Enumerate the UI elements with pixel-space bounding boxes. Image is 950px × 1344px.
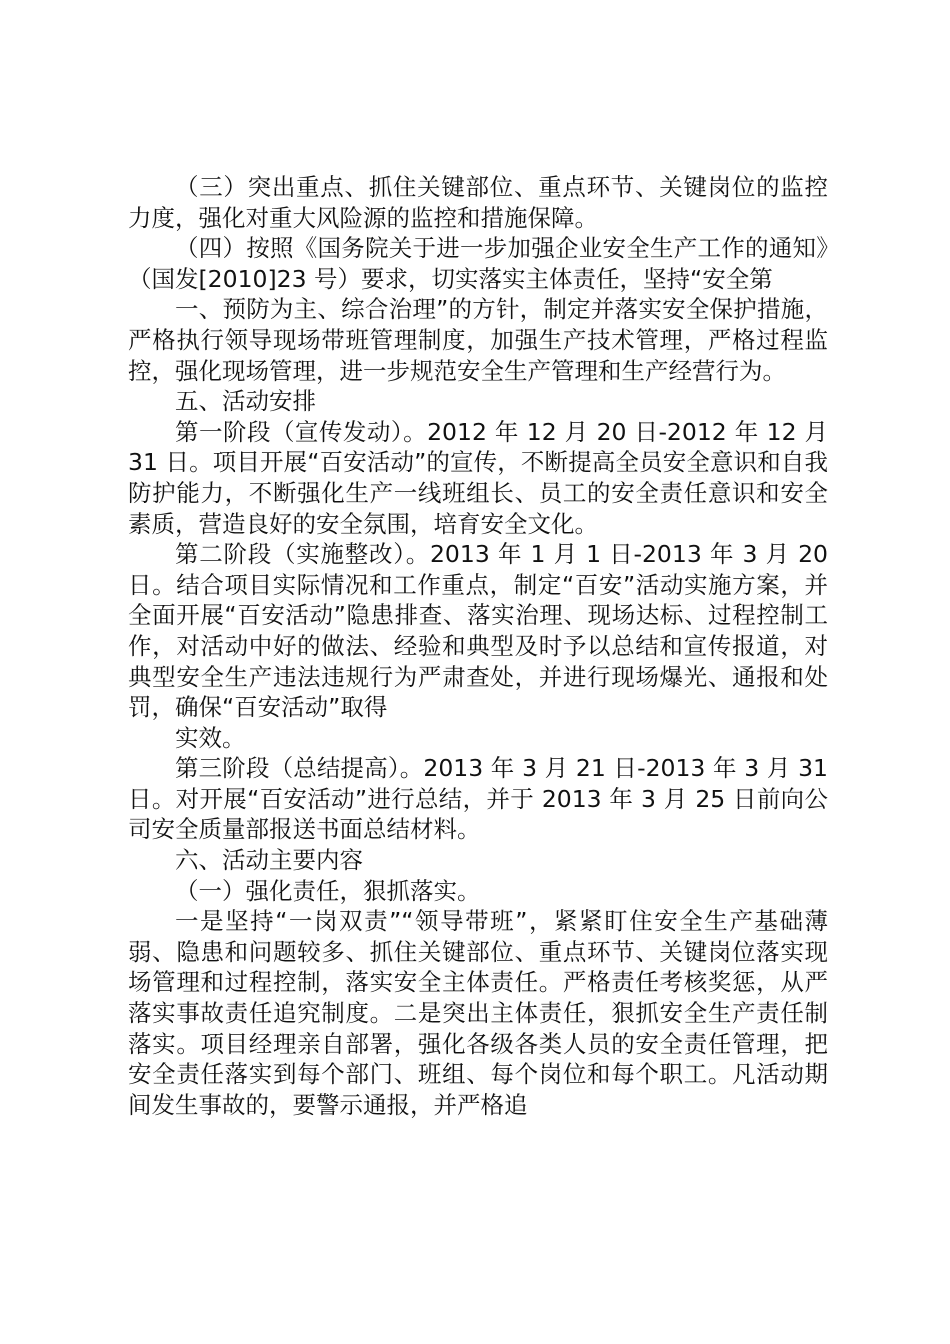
paragraph-policy: 一、预防为主、综合治理”的方针，制定并落实安全保护措施，严格执行领导现场带班管理制度，加强生产技术管理，严格过程监控，强化现场管理，进一步规范安全生产管理和生产经营行为。 bbox=[128, 295, 828, 385]
heading-activity-schedule: 五、活动安排 bbox=[175, 387, 316, 416]
paragraph-stage-2: 第二阶段（实施整改）。2013 年 1 月 1 日-2013 年 3 月 20 日。结合项目实际情况和工作重点，制定“百安”活动实施方案，并全面开展“百安活动”隐患排查、落实治理、现场达标、过程控制工作，对活动中好的做法、经验和典型及时予以总结和宣传报道，对典型安全生产违法违规行为严肃查处，并进行现场爆光、通报和处罚，确保“百安活动”取得 bbox=[128, 540, 836, 722]
paragraph-section-3: （三）突出重点、抓住关键部位、重点环节、关键岗位的监控力度，强化对重大风险源的监控和措施保障。 bbox=[128, 173, 828, 232]
paragraph-stage-3: 第三阶段（总结提高）。2013 年 3 月 21 日-2013 年 3 月 31 日。对开展“百安活动”进行总结，并于 2013 年 3 月 25 日前向公司安全质量部报送书面总结材料。 bbox=[128, 754, 836, 844]
subheading-responsibility: （一）强化责任，狠抓落实。 bbox=[175, 876, 481, 905]
heading-main-content: 六、活动主要内容 bbox=[175, 846, 363, 875]
paragraph-stage-2-tail: 实效。 bbox=[175, 723, 246, 752]
paragraph-section-4: （四）按照《国务院关于进一步加强企业安全生产工作的通知》（国发[2010]23 号）要求，切实落实主体责任，坚持“安全第 bbox=[128, 234, 828, 293]
paragraph-responsibility: 一是坚持“一岗双责”“领导带班”，紧紧盯住安全生产基础薄弱、隐患和问题较多、抓住关键部位、重点环节、关键岗位落实现场管理和过程控制，落实安全主体责任。严格责任考核奖惩，从严落实事故责任追究制度。二是突出主体责任，狠抓安全生产责任制落实。项目经理亲自部署，强化各级各类人员的安全责任管理，把安全责任落实到每个部门、班组、每个岗位和每个职工。凡活动期间发生事故的，要警示通报，并严格追 bbox=[128, 907, 828, 1119]
paragraph-stage-1: 第一阶段（宣传发动）。2012 年 12 月 20 日-2012 年 12 月 31 日。项目开展“百安活动”的宣传，不断提高全员安全意识和自我防护能力，不断强化生产一线班组长、员工的安全责任意识和安全素质，营造良好的安全氛围，培育安全文化。 bbox=[128, 417, 836, 538]
document-body bbox=[128, 172, 836, 1120]
